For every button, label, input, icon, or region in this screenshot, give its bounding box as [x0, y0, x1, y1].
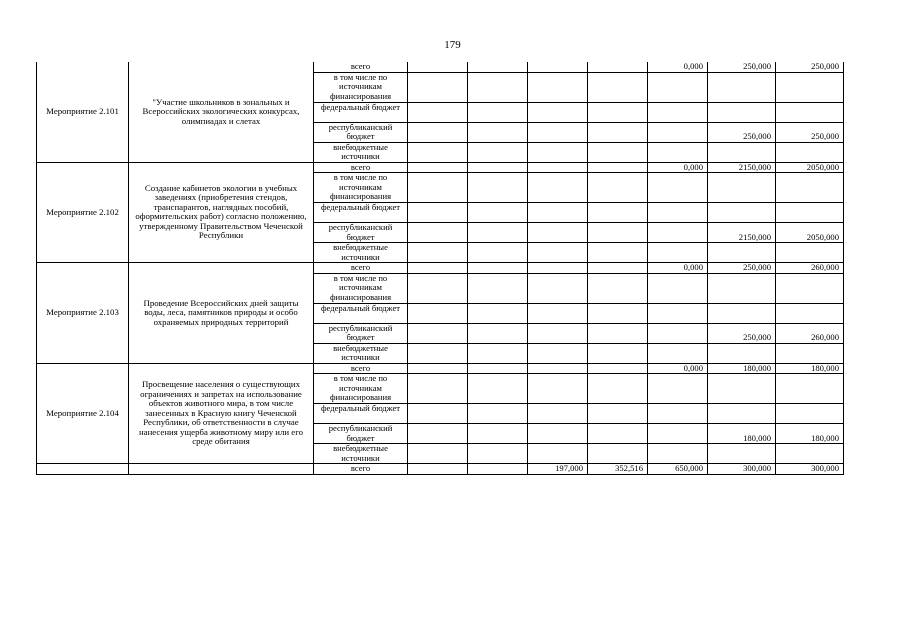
amount-cell	[408, 142, 468, 162]
amount-cell	[588, 62, 648, 72]
amount-cell: 250,000	[708, 323, 776, 343]
amount-cell	[408, 273, 468, 303]
amount-cell	[528, 323, 588, 343]
amount-cell	[528, 424, 588, 444]
amount-cell	[468, 404, 528, 424]
funding-source-label: республиканский бюджет	[314, 223, 408, 243]
table-row	[37, 263, 844, 274]
amount-cell	[408, 404, 468, 424]
amount-cell	[528, 72, 588, 102]
amount-cell	[408, 243, 468, 263]
amount-cell	[408, 303, 468, 323]
amount-cell	[408, 223, 468, 243]
amount-cell: 2150,000	[708, 223, 776, 243]
amount-cell: 250,000	[776, 122, 844, 142]
amount-cell	[528, 162, 588, 173]
funding-source-label: республиканский бюджет	[314, 122, 408, 142]
amount-cell	[468, 122, 528, 142]
amount-cell: 0,000	[648, 162, 708, 173]
amount-cell	[408, 444, 468, 464]
amount-cell	[648, 273, 708, 303]
funding-source-label: федеральный бюджет	[314, 303, 408, 323]
amount-cell: 2050,000	[776, 162, 844, 173]
amount-cell	[588, 203, 648, 223]
amount-cell	[776, 203, 844, 223]
amount-cell	[588, 162, 648, 173]
funding-source-label: внебюджетные источники	[314, 243, 408, 263]
amount-cell	[468, 464, 528, 475]
amount-cell: 352,516	[588, 464, 648, 475]
table-row	[37, 162, 844, 173]
grand-total-row	[37, 464, 844, 475]
amount-cell	[528, 374, 588, 404]
amount-cell	[528, 263, 588, 274]
activity-description: Создание кабинетов экологии в учебных заведениях (приобретения стендов, транспарантов, наглядных пособий, оформительских работ) согласно положению, утвержденному Правительством Чеченской Республики	[129, 162, 314, 263]
amount-cell	[776, 142, 844, 162]
amount-cell	[408, 363, 468, 374]
amount-cell: 0,000	[648, 263, 708, 274]
amount-cell	[588, 363, 648, 374]
amount-cell	[648, 173, 708, 203]
amount-cell	[648, 343, 708, 363]
amount-cell	[528, 102, 588, 122]
amount-cell	[708, 203, 776, 223]
amount-cell	[588, 343, 648, 363]
amount-cell	[408, 374, 468, 404]
funding-source-label: республиканский бюджет	[314, 424, 408, 444]
amount-cell	[648, 243, 708, 263]
amount-cell: 250,000	[708, 263, 776, 274]
funding-source-label: в том числе по источникам финансирования	[314, 374, 408, 404]
amount-cell	[408, 162, 468, 173]
amount-cell	[776, 303, 844, 323]
amount-cell	[468, 323, 528, 343]
amount-cell	[708, 404, 776, 424]
amount-cell	[528, 343, 588, 363]
amount-cell	[776, 72, 844, 102]
amount-cell: 650,000	[648, 464, 708, 475]
amount-cell	[468, 62, 528, 72]
amount-cell	[588, 303, 648, 323]
amount-cell	[708, 444, 776, 464]
amount-cell	[588, 142, 648, 162]
amount-cell: 197,000	[528, 464, 588, 475]
amount-cell	[648, 142, 708, 162]
amount-cell	[408, 62, 468, 72]
empty-cell	[129, 464, 314, 475]
amount-cell	[776, 243, 844, 263]
amount-cell	[648, 102, 708, 122]
amount-cell	[528, 122, 588, 142]
funding-source-label: всего	[314, 62, 408, 72]
amount-cell	[708, 343, 776, 363]
amount-cell	[648, 72, 708, 102]
activity-name: Мероприятие 2.103	[37, 263, 129, 364]
amount-cell	[776, 273, 844, 303]
funding-source-label: в том числе по источникам финансирования	[314, 173, 408, 203]
budget-table	[36, 62, 844, 475]
amount-cell	[648, 203, 708, 223]
amount-cell	[588, 374, 648, 404]
funding-source-label: внебюджетные источники	[314, 444, 408, 464]
amount-cell	[408, 102, 468, 122]
amount-cell	[588, 243, 648, 263]
amount-cell	[408, 173, 468, 203]
amount-cell	[528, 363, 588, 374]
amount-cell	[708, 142, 776, 162]
funding-source-label: в том числе по источникам финансирования	[314, 273, 408, 303]
amount-cell	[528, 223, 588, 243]
amount-cell	[528, 173, 588, 203]
amount-cell	[648, 424, 708, 444]
funding-source-label: федеральный бюджет	[314, 203, 408, 223]
amount-cell: 250,000	[708, 62, 776, 72]
amount-cell	[408, 122, 468, 142]
amount-cell	[588, 444, 648, 464]
amount-cell	[708, 102, 776, 122]
funding-source-label: всего	[314, 263, 408, 274]
amount-cell: 180,000	[708, 363, 776, 374]
amount-cell	[408, 203, 468, 223]
amount-cell: 300,000	[776, 464, 844, 475]
amount-cell	[468, 243, 528, 263]
amount-cell: 0,000	[648, 363, 708, 374]
amount-cell	[468, 142, 528, 162]
activity-name: Мероприятие 2.104	[37, 363, 129, 464]
amount-cell	[708, 374, 776, 404]
amount-cell	[468, 72, 528, 102]
amount-cell	[468, 203, 528, 223]
amount-cell	[408, 72, 468, 102]
amount-cell	[468, 424, 528, 444]
amount-cell	[588, 173, 648, 203]
amount-cell	[468, 173, 528, 203]
amount-cell	[588, 72, 648, 102]
page-number: 179	[444, 39, 461, 51]
amount-cell	[588, 273, 648, 303]
amount-cell	[648, 122, 708, 142]
amount-cell	[468, 343, 528, 363]
amount-cell	[468, 162, 528, 173]
amount-cell	[708, 173, 776, 203]
amount-cell	[468, 263, 528, 274]
amount-cell: 250,000	[776, 62, 844, 72]
amount-cell	[776, 444, 844, 464]
amount-cell: 250,000	[708, 122, 776, 142]
activity-description: Просвещение населения о существующих ограничениях и запретах на использование объектов животного мира, в том числе занесенных в Красную книгу Чеченской Республики, об ответственности в случае нанесения ущерба животному миру или его среде обитания	[129, 363, 314, 464]
amount-cell: 180,000	[776, 424, 844, 444]
amount-cell	[776, 102, 844, 122]
amount-cell	[648, 303, 708, 323]
funding-source-label: республиканский бюджет	[314, 323, 408, 343]
amount-cell	[528, 303, 588, 323]
amount-cell: 300,000	[708, 464, 776, 475]
amount-cell	[528, 62, 588, 72]
activity-description: "Участие школьников в зональных и Всероссийских экологических конкурсах, олимпиадах и слетах	[129, 62, 314, 162]
amount-cell: 0,000	[648, 62, 708, 72]
funding-source-label: внебюджетные источники	[314, 343, 408, 363]
amount-cell	[528, 444, 588, 464]
amount-cell	[648, 374, 708, 404]
amount-cell	[468, 223, 528, 243]
funding-source-label: в том числе по источникам финансирования	[314, 72, 408, 102]
amount-cell	[408, 424, 468, 444]
amount-cell	[528, 273, 588, 303]
amount-cell	[708, 243, 776, 263]
amount-cell	[776, 404, 844, 424]
amount-cell	[776, 374, 844, 404]
amount-cell	[408, 323, 468, 343]
amount-cell	[468, 303, 528, 323]
amount-cell	[588, 223, 648, 243]
amount-cell	[588, 122, 648, 142]
amount-cell	[408, 464, 468, 475]
activity-description: Проведение Всероссийских дней защиты воды, леса, памятников природы и особо охраняемых природных территорий	[129, 263, 314, 364]
amount-cell	[468, 273, 528, 303]
funding-source-label: всего	[314, 363, 408, 374]
amount-cell	[588, 102, 648, 122]
amount-cell: 180,000	[776, 363, 844, 374]
amount-cell	[708, 303, 776, 323]
table-row	[37, 363, 844, 374]
amount-cell	[588, 263, 648, 274]
amount-cell	[408, 263, 468, 274]
amount-cell	[648, 323, 708, 343]
activity-name: Мероприятие 2.102	[37, 162, 129, 263]
activity-name: Мероприятие 2.101	[37, 62, 129, 162]
table-row	[37, 62, 844, 72]
amount-cell	[408, 343, 468, 363]
amount-cell: 260,000	[776, 323, 844, 343]
amount-cell	[588, 404, 648, 424]
amount-cell: 2150,000	[708, 162, 776, 173]
amount-cell	[708, 273, 776, 303]
amount-cell	[708, 72, 776, 102]
amount-cell: 180,000	[708, 424, 776, 444]
amount-cell	[528, 404, 588, 424]
funding-source-label: внебюджетные источники	[314, 142, 408, 162]
amount-cell	[468, 102, 528, 122]
funding-source-label: федеральный бюджет	[314, 102, 408, 122]
funding-source-label: федеральный бюджет	[314, 404, 408, 424]
amount-cell	[528, 243, 588, 263]
funding-source-label: всего	[314, 464, 408, 475]
amount-cell	[468, 374, 528, 404]
budget-table-body	[37, 62, 844, 474]
amount-cell: 260,000	[776, 263, 844, 274]
amount-cell	[648, 444, 708, 464]
amount-cell	[528, 203, 588, 223]
amount-cell	[776, 173, 844, 203]
amount-cell: 2050,000	[776, 223, 844, 243]
amount-cell	[648, 404, 708, 424]
funding-source-label: всего	[314, 162, 408, 173]
amount-cell	[528, 142, 588, 162]
amount-cell	[648, 223, 708, 243]
amount-cell	[468, 363, 528, 374]
amount-cell	[776, 343, 844, 363]
amount-cell	[588, 323, 648, 343]
amount-cell	[588, 424, 648, 444]
empty-cell	[37, 464, 129, 475]
amount-cell	[468, 444, 528, 464]
